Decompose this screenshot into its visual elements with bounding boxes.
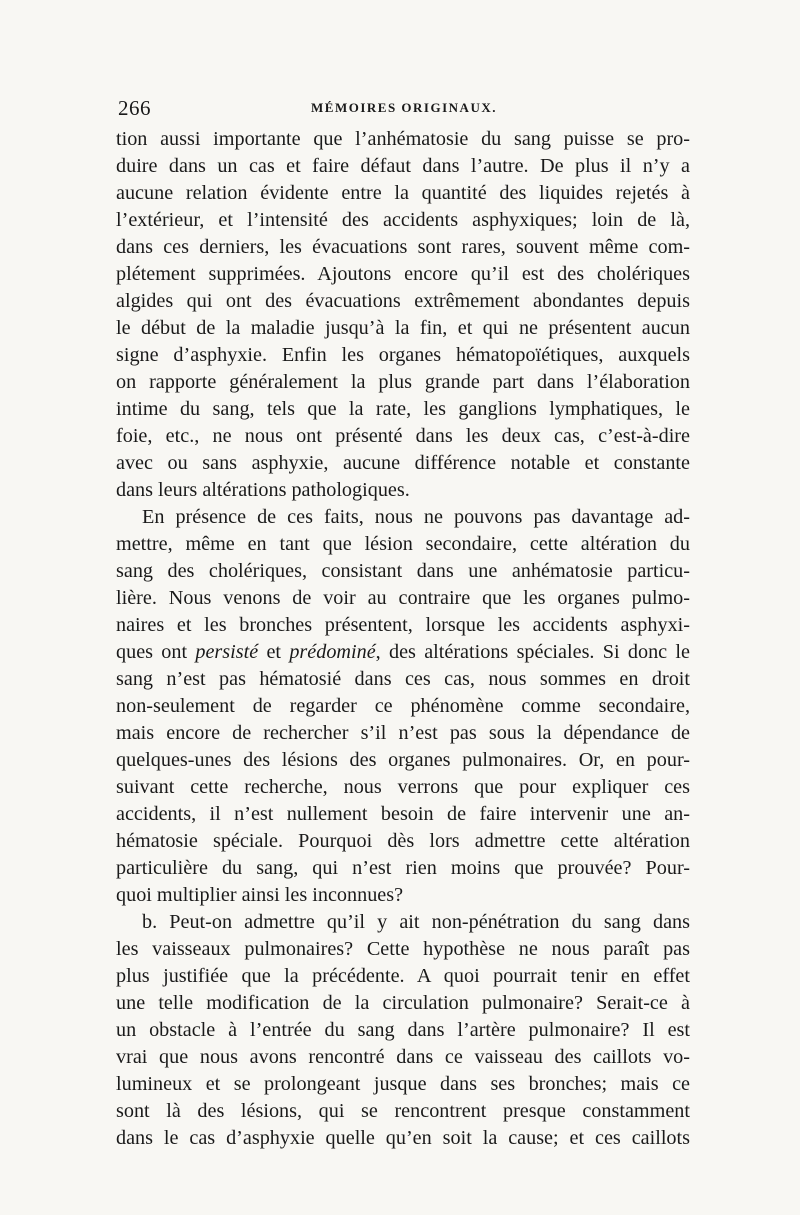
text-line: intime du sang, tels que la rate, les ganglions lymphatiques, le: [116, 398, 690, 420]
italic-word: prédominé: [289, 641, 376, 663]
text-line: les vaisseaux pulmonaires? Cette hypothèse ne nous paraît pas: [116, 938, 690, 960]
text-line: En présence de ces faits, nous ne pouvons pas davantage ad-: [142, 506, 690, 528]
text-line: quoi multiplier ainsi les inconnues?: [116, 884, 404, 906]
text-line: mais encore de rechercher s’il n’est pas sous la dépendance de: [116, 722, 690, 744]
text-line: naires et les bronches présentent, lorsque les accidents asphyxi-: [116, 614, 690, 636]
text-line: b. Peut-on admettre qu’il y ait non-pénétration du sang dans: [142, 911, 690, 933]
text-line: quelques-unes des lésions des organes pulmonaires. Or, en pour-: [116, 749, 690, 771]
text-line: vrai que nous avons rencontré dans ce vaisseau des caillots vo-: [116, 1046, 690, 1068]
text-line: dans leurs altérations pathologiques.: [116, 479, 410, 501]
text-line: plétement supprimées. Ajoutons encore qu’il est des cholériques: [116, 263, 690, 285]
text-line: aucune relation évidente entre la quantité des liquides rejetés à: [116, 182, 690, 204]
text-line: un obstacle à l’entrée du sang dans l’artère pulmonaire? Il est: [116, 1019, 690, 1041]
text-line: algides qui ont des évacuations extrêmement abondantes depuis: [116, 290, 690, 312]
text-line: duire dans un cas et faire défaut dans l’autre. De plus il n’y a: [116, 155, 690, 177]
page-number: 266: [118, 96, 151, 120]
text-line: lière. Nous venons de voir au contraire que les organes pulmo-: [116, 587, 690, 609]
text-line: sang des cholériques, consistant dans une anhématosie particu-: [116, 560, 690, 582]
body-text: [116, 126, 690, 1152]
text-line: signe d’asphyxie. Enfin les organes hématopoïétiques, auxquels: [116, 344, 690, 366]
text-line: une telle modification de la circulation pulmonaire? Serait-ce à: [116, 992, 690, 1014]
text-line: dans le cas d’asphyxie quelle qu’en soit la cause; et ces caillots: [116, 1127, 690, 1149]
text-line: particulière du sang, qui n’est rien moins que prouvée? Pour-: [116, 857, 690, 879]
italic-word: persisté: [195, 641, 259, 663]
text-run: et: [258, 641, 290, 663]
text-line: mettre, même en tant que lésion secondaire, cette altération du: [116, 533, 690, 555]
text-line: on rapporte généralement la plus grande part dans l’élaboration: [116, 371, 690, 393]
text-line: non-seulement de regarder ce phénomène comme secondaire,: [116, 695, 690, 717]
text-line: tion aussi importante que l’anhématosie du sang puisse se pro-: [116, 128, 690, 150]
text-line: lumineux et se prolongeant jusque dans ses bronches; mais ce: [116, 1073, 690, 1095]
text-line: sang n’est pas hématosié dans ces cas, nous sommes en droit: [116, 668, 690, 690]
text-line: dans ces derniers, les évacuations sont rares, souvent même com-: [116, 236, 690, 258]
text-line: avec ou sans asphyxie, aucune différence notable et constante: [116, 452, 690, 474]
running-head: MÉMOIRES ORIGINAUX.: [311, 100, 497, 115]
text-line: hématosie spéciale. Pourquoi dès lors admettre cette altération: [116, 830, 690, 852]
text-line: [116, 639, 690, 666]
text-line: l’extérieur, et l’intensité des accidents asphyxiques; loin de là,: [116, 209, 690, 231]
text-line: suivant cette recherche, nous verrons que pour expliquer ces: [116, 776, 690, 798]
page-header: [118, 96, 690, 122]
text-line: foie, etc., ne nous ont présenté dans les deux cas, c’est-à-dire: [116, 425, 690, 447]
text-run: , des altérations spéciales. Si donc le: [375, 641, 690, 663]
text-line: le début de la maladie jusqu’à la fin, et qui ne présentent aucun: [116, 317, 690, 339]
text-line: accidents, il n’est nullement besoin de faire intervenir une an-: [116, 803, 690, 825]
text-run: ques ont: [116, 641, 196, 663]
text-line: sont là des lésions, qui se rencontrent presque constamment: [116, 1100, 690, 1122]
text-line: plus justifiée que la précédente. A quoi pourrait tenir en effet: [116, 965, 690, 987]
